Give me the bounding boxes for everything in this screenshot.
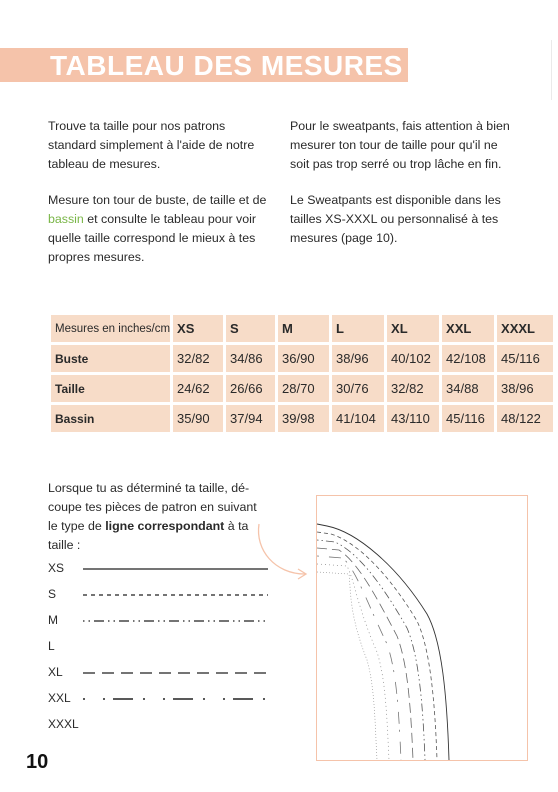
intro-left-p2-after: et consulte le tableau pour voir quelle taille correspond le mieux à tes propres mesures. [48, 212, 257, 264]
pattern-piece-illustration [317, 496, 527, 760]
intro-right-p1: Pour le sweatpants, fais attention à bien mesurer ton tour de taille pour qu'il ne soit pas trop serré ou trop lâche en fin. [290, 119, 510, 171]
legend-text-before: Lorsque tu as déterminé ta taille, dé-coupe tes pièces de patron en suivant le type de [48, 481, 257, 533]
size-header: S [226, 315, 275, 342]
row-label-buste: Buste [51, 345, 170, 372]
table-cell: 48/122 [497, 405, 553, 432]
intro-left-p2-before: Mesure ton tour de buste, de taille et de [48, 193, 267, 207]
table-row [51, 375, 553, 402]
dot-dot-longdash-line-icon [83, 691, 273, 707]
size-header: XXL [442, 315, 494, 342]
size-header: M [278, 315, 329, 342]
table-cell: 41/104 [332, 405, 384, 432]
page-edge-divider [551, 40, 558, 100]
table-cell: 28/70 [278, 375, 329, 402]
intro-right-p2: Le Sweatpants est disponible dans les tailles XS-XXXL ou personnalisé à tes mesures (page 10). [290, 193, 501, 245]
table-cell: 30/76 [332, 375, 384, 402]
table-cell: 24/62 [173, 375, 223, 402]
intro-right [290, 117, 515, 265]
table-cell: 26/66 [226, 375, 275, 402]
table-cell: 38/96 [332, 345, 384, 372]
intro-left-p2 [48, 191, 270, 267]
legend-text-after: à ta taille : [48, 519, 249, 552]
table-cell: 45/116 [442, 405, 494, 432]
bassin-highlight: bassin [48, 212, 84, 226]
table-row [51, 405, 553, 432]
table-cell: 34/86 [226, 345, 275, 372]
table-cell: 32/82 [387, 375, 439, 402]
table-cell: 42/108 [442, 345, 494, 372]
pattern-illustration [316, 495, 528, 761]
table-row [51, 345, 553, 372]
long-dash-line-icon [83, 665, 273, 681]
solid-line-icon [83, 561, 273, 577]
table-cell: 37/94 [226, 405, 275, 432]
size-table [48, 312, 556, 435]
intro-left-p1: Trouve ta taille pour nos patrons standard simplement à l'aide de notre tableau de mesures. [48, 119, 255, 171]
table-cell: 36/90 [278, 345, 329, 372]
table-cell: 39/98 [278, 405, 329, 432]
line-label: S [48, 587, 57, 601]
row-label-bassin: Bassin [51, 405, 170, 432]
table-cell: 34/88 [442, 375, 494, 402]
table-cell: 35/90 [173, 405, 223, 432]
table-cell: 38/96 [497, 375, 553, 402]
corner-label: Mesures en inches/cm [51, 315, 170, 342]
size-header: L [332, 315, 384, 342]
line-label: XL [48, 665, 63, 679]
table-cell: 40/102 [387, 345, 439, 372]
line-label: XXXL [48, 717, 79, 731]
row-label-taille: Taille [51, 375, 170, 402]
legend-instructions [48, 479, 263, 555]
page-title: TABLEAU DES MESURES [50, 50, 403, 81]
size-header: XXXL [497, 315, 553, 342]
page-number: 10 [26, 751, 49, 773]
table-cell: 45/116 [497, 345, 553, 372]
size-header: XL [387, 315, 439, 342]
short-dash-line-icon [83, 587, 273, 603]
line-label: L [48, 639, 55, 653]
dot-dot-dash-line-icon [83, 613, 273, 629]
table-cell: 43/110 [387, 405, 439, 432]
size-table-header [51, 315, 553, 342]
line-label: XXL [48, 691, 71, 705]
size-header: XS [173, 315, 223, 342]
intro-left [48, 117, 270, 284]
line-label: XS [48, 561, 65, 575]
line-label: M [48, 613, 58, 627]
curved-arrow-icon [253, 520, 315, 582]
table-cell: 32/82 [173, 345, 223, 372]
legend-text-bold: ligne correspondant [105, 519, 225, 533]
